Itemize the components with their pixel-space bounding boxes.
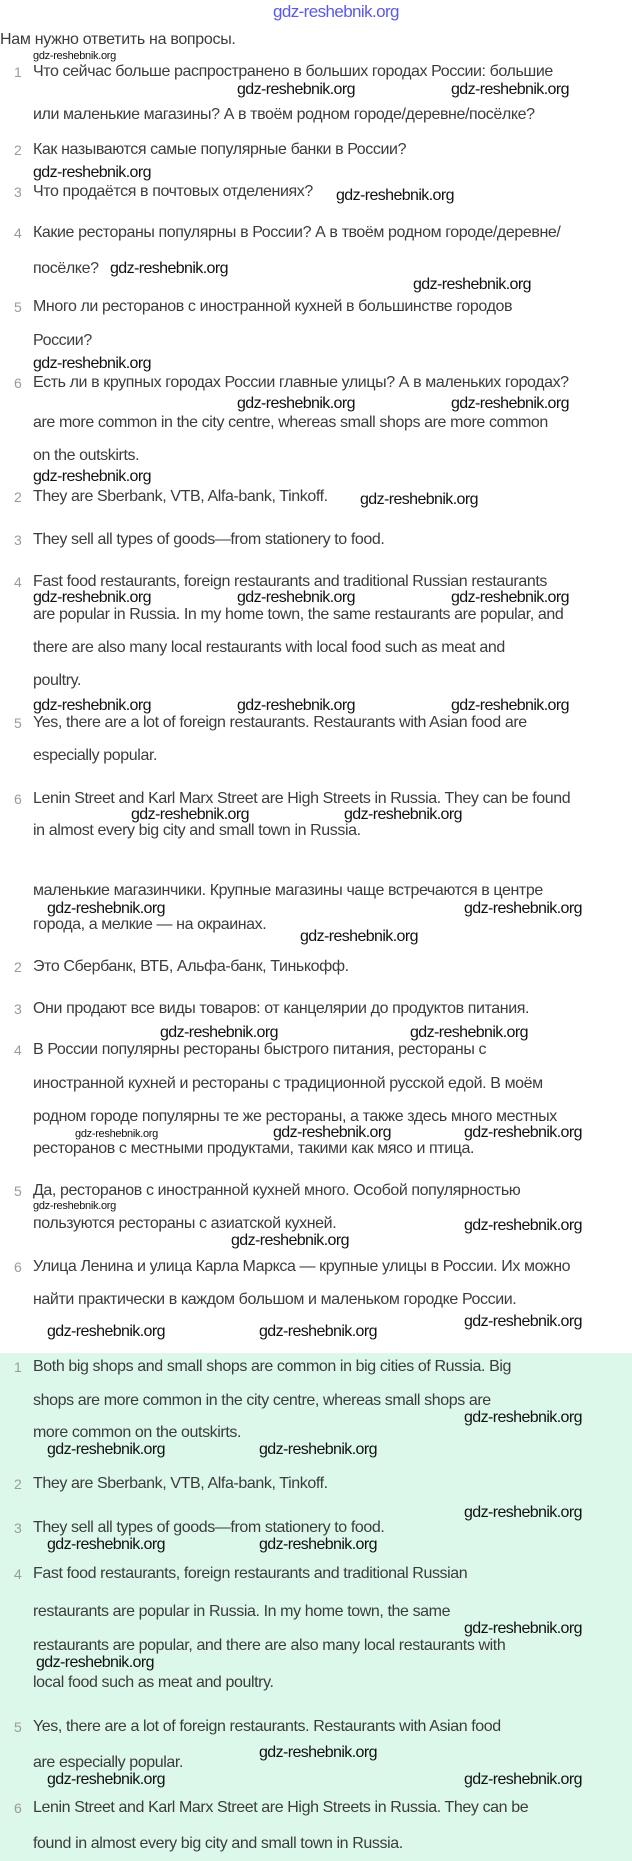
questions-line: посёлке? [33, 260, 99, 277]
item-number: 5 [14, 1719, 22, 1735]
item-number: 4 [14, 1042, 22, 1058]
answers-ru-line: В России популярны рестораны быстрого питания, рестораны с [33, 1041, 487, 1058]
watermark: gdz-reshebnik.org [231, 1232, 349, 1249]
item-number: 4 [14, 1566, 22, 1582]
watermark: gdz-reshebnik.org [237, 395, 355, 412]
answers-ru-line: найти практически в каждом большом и маленьком городке России. [33, 1291, 517, 1308]
questions-line: Что продаётся в почтовых отделениях? [33, 183, 313, 200]
answers-en-partial-line: They are Sberbank, VTB, Alfa-bank, Tinkoff. [33, 488, 328, 505]
answers-ru-line: иностранной кухней и рестораны с традиционной русской едой. В моём [33, 1075, 543, 1092]
answers-en-line: Fast food restaurants, foreign restaurants and traditional Russian [33, 1565, 468, 1582]
watermark: gdz-reshebnik.org [47, 1771, 165, 1788]
watermark: gdz-reshebnik.org [464, 1124, 582, 1141]
answers-en-partial-line: are popular in Russia. In my home town, the same restaurants are popular, and [33, 606, 564, 623]
watermark: gdz-reshebnik.org [131, 806, 249, 823]
item-number: 6 [14, 1259, 22, 1275]
answers-en-partial-line: there are also many local restaurants with local food such as meat and [33, 639, 505, 656]
item-number: 2 [14, 959, 22, 975]
watermark: gdz-reshebnik.org [259, 1323, 377, 1340]
answers-en-partial-line: Yes, there are a lot of foreign restaurants. Restaurants with Asian food are [33, 714, 527, 731]
answers-en-partial-line: are more common in the city centre, whereas small shops are more common [33, 414, 548, 431]
watermark: gdz-reshebnik.org [36, 1654, 154, 1671]
answers-en-partial-line: Fast food restaurants, foreign restaurants and traditional Russian restaurants [33, 573, 547, 590]
watermark: gdz-reshebnik.org [464, 1217, 582, 1234]
item-number: 2 [14, 1476, 22, 1492]
answers-en-line: Lenin Street and Karl Marx Street are High Streets in Russia. They can be [33, 1799, 529, 1816]
item-number: 2 [14, 142, 22, 158]
watermark: gdz-reshebnik.org [110, 260, 228, 277]
watermark: gdz-reshebnik.org [464, 1620, 582, 1637]
item-number: 5 [14, 1183, 22, 1199]
watermark: gdz-reshebnik.org [33, 50, 116, 62]
item-number: 3 [14, 1520, 22, 1536]
watermark: gdz-reshebnik.org [237, 589, 355, 606]
watermark: gdz-reshebnik.org [413, 276, 531, 293]
answers-ru-line: Они продают все виды товаров: от канцелярии до продуктов питания. [33, 1000, 530, 1017]
watermark: gdz-reshebnik.org [33, 697, 151, 714]
answers-en-line: are especially popular. [33, 1754, 184, 1771]
answers-ru-line: Это Сбербанк, ВТБ, Альфа-банк, Тинькофф. [33, 958, 349, 975]
answers-en-partial-line: Lenin Street and Karl Marx Street are High Streets in Russia. They can be found [33, 790, 571, 807]
item-number: 1 [14, 64, 22, 80]
answers-en-line: Yes, there are a lot of foreign restaurants. Restaurants with Asian food [33, 1718, 501, 1735]
questions-line: России? [33, 332, 92, 349]
watermark: gdz-reshebnik.org [259, 1744, 377, 1761]
answers-en-partial-line: in almost every big city and small town in Russia. [33, 822, 361, 839]
watermark: gdz-reshebnik.org [464, 1504, 582, 1521]
watermark: gdz-reshebnik.org [451, 81, 569, 98]
item-number: 6 [14, 375, 22, 391]
watermark: gdz-reshebnik.org [33, 1200, 116, 1212]
answers-en-partial-line: They sell all types of goods—from stationery to food. [33, 531, 385, 548]
questions-line: Много ли ресторанов с иностранной кухней в большинстве городов [33, 298, 513, 315]
watermark: gdz-reshebnik.org [464, 1409, 582, 1426]
watermark: gdz-reshebnik.org [47, 900, 165, 917]
watermark: gdz-reshebnik.org [33, 164, 151, 181]
item-number: 3 [14, 184, 22, 200]
watermark: gdz-reshebnik.org [259, 1536, 377, 1553]
answers-en-partial-line: poultry. [33, 672, 82, 689]
watermark: gdz-reshebnik.org [47, 1536, 165, 1553]
watermark: gdz-reshebnik.org [360, 491, 478, 508]
answers-ru-line: родном городе популярны те же рестораны, а также здесь много местных [33, 1108, 557, 1125]
answers-en-line: more common on the outskirts. [33, 1424, 242, 1441]
watermark: gdz-reshebnik.org [33, 468, 151, 485]
item-number: 5 [14, 715, 22, 731]
watermark: gdz-reshebnik.org [300, 928, 418, 945]
answers-ru-line: города, а мелкие — на окраинах. [33, 916, 267, 933]
watermark: gdz-reshebnik.org [451, 395, 569, 412]
item-number: 6 [14, 791, 22, 807]
watermark: gdz-reshebnik.org [344, 806, 462, 823]
questions-line: Какие рестораны популярны в России? А в твоём родном городе/деревне/ [33, 224, 561, 241]
watermark: gdz-reshebnik.org [47, 1441, 165, 1458]
answers-ru-line: Да, ресторанов с иностранной кухней много. Особой популярностью [33, 1182, 521, 1199]
questions-line: или маленькие магазины? А в твоём родном городе/деревне/посёлке? [33, 106, 535, 123]
item-number: 3 [14, 1001, 22, 1017]
answers-ru-line: пользуются рестораны с азиатской кухней. [33, 1215, 337, 1232]
answers-ru-line: маленькие магазинчики. Крупные магазины чаще встречаются в центре [33, 882, 543, 899]
watermark: gdz-reshebnik.org [451, 697, 569, 714]
watermark: gdz-reshebnik.org [336, 187, 454, 204]
watermark: gdz-reshebnik.org [237, 81, 355, 98]
header-watermark: gdz-reshebnik.org [273, 2, 399, 21]
watermark: gdz-reshebnik.org [33, 355, 151, 372]
item-number: 2 [14, 489, 22, 505]
watermark: gdz-reshebnik.org [75, 1128, 158, 1140]
watermark: gdz-reshebnik.org [410, 1024, 528, 1041]
questions-line: Что сейчас больше распространено в больших городах России: большие [33, 63, 553, 80]
item-number: 4 [14, 225, 22, 241]
watermark: gdz-reshebnik.org [451, 589, 569, 606]
watermark: gdz-reshebnik.org [464, 1771, 582, 1788]
item-number: 6 [14, 1800, 22, 1816]
watermark: gdz-reshebnik.org [237, 697, 355, 714]
item-number: 5 [14, 299, 22, 315]
answers-en-line: They sell all types of goods—from stationery to food. [33, 1519, 385, 1536]
item-number: 3 [14, 532, 22, 548]
answers-en-line: restaurants are popular, and there are also many local restaurants with [33, 1637, 506, 1654]
answers-ru-line: ресторанов с местными продуктами, такими как мясо и птица. [33, 1140, 475, 1157]
watermark: gdz-reshebnik.org [47, 1323, 165, 1340]
watermark: gdz-reshebnik.org [464, 1313, 582, 1330]
questions-line: Как называются самые популярные банки в России? [33, 141, 407, 158]
answers-en-line: They are Sberbank, VTB, Alfa-bank, Tinkoff. [33, 1475, 328, 1492]
watermark: gdz-reshebnik.org [259, 1441, 377, 1458]
answers-ru-line: Улица Ленина и улица Карла Маркса — крупные улицы в России. Их можно [33, 1258, 571, 1275]
answers-en-line: restaurants are popular in Russia. In my home town, the same [33, 1603, 451, 1620]
watermark: gdz-reshebnik.org [33, 589, 151, 606]
answers-en-line: Both big shops and small shops are common in big cities of Russia. Big [33, 1358, 512, 1375]
watermark: gdz-reshebnik.org [464, 900, 582, 917]
questions-line: Есть ли в крупных городах России главные улицы? А в маленьких городах? [33, 374, 569, 391]
item-number: 4 [14, 574, 22, 590]
item-number: 1 [14, 1359, 22, 1375]
answers-en-line: found in almost every big city and small town in Russia. [33, 1835, 403, 1852]
answers-en-line: local food such as meat and poultry. [33, 1674, 274, 1691]
watermark: gdz-reshebnik.org [160, 1024, 278, 1041]
answers-en-partial-line: on the outskirts. [33, 447, 140, 464]
watermark: gdz-reshebnik.org [273, 1124, 391, 1141]
answers-en-partial-line: especially popular. [33, 747, 158, 764]
intro-text: Нам нужно ответить на вопросы. [0, 31, 236, 48]
answers-en-line: shops are more common in the city centre, whereas small shops are [33, 1392, 491, 1409]
